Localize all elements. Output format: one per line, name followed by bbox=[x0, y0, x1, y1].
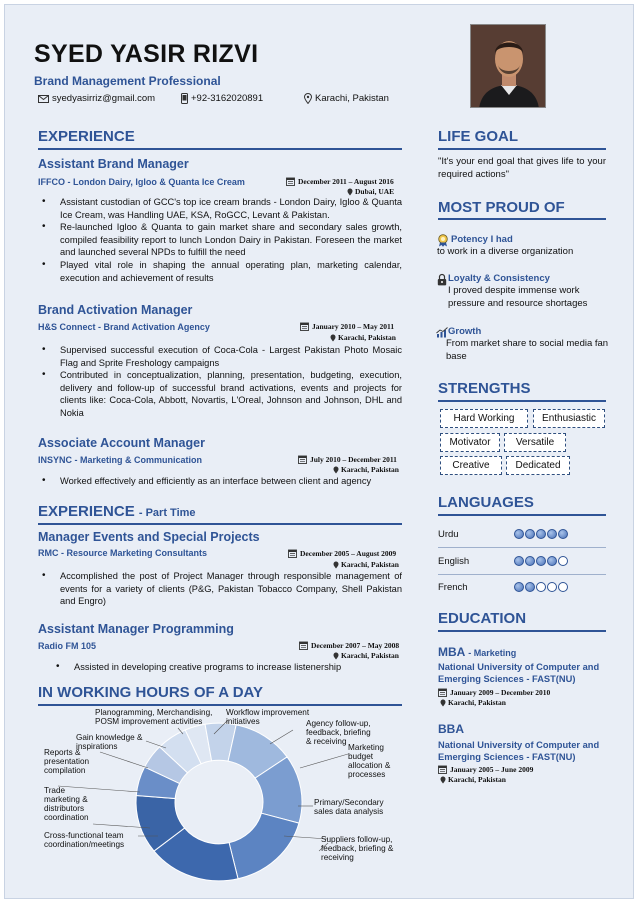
proud-item-title: Growth bbox=[448, 326, 482, 337]
job-bullets bbox=[38, 344, 402, 420]
donut-slices bbox=[136, 723, 302, 881]
strengths-heading: STRENGTHS bbox=[438, 380, 531, 397]
donut-slice bbox=[229, 813, 299, 879]
map-pin-icon bbox=[333, 466, 339, 474]
calendar-icon bbox=[300, 322, 309, 331]
calendar-icon bbox=[288, 549, 297, 558]
label-agency: Agency follow-up, feedback, briefing & receiving bbox=[306, 719, 371, 746]
label-cross-functional: Cross-functional team coordination/meetings bbox=[44, 831, 125, 849]
calendar-icon bbox=[299, 641, 308, 650]
job-title: Assistant Manager Programming bbox=[38, 622, 234, 636]
rating-dot bbox=[514, 582, 524, 592]
calendar-icon bbox=[438, 688, 447, 697]
education-degree: MBA - Marketing bbox=[438, 645, 517, 659]
rating-dot bbox=[558, 556, 568, 566]
job-company: Radio FM 105 bbox=[38, 641, 97, 651]
job-dates: December 2005 – August 2009 bbox=[288, 549, 396, 558]
job-location: Karachi, Pakistan bbox=[330, 333, 396, 342]
language-name: Urdu bbox=[438, 529, 459, 540]
education-location: Karachi, Pakistan bbox=[440, 775, 506, 784]
location-text: Karachi, Pakistan bbox=[315, 93, 389, 104]
list-item: • Supervised successful execution of Coca-Cola - Largest Pakistan Photo Mosaic Flag and Sprite Freshology campaigns bbox=[38, 344, 402, 369]
education-school: National University of Computer and Emerging Sciences - FAST(NU) bbox=[438, 740, 600, 762]
label-marketing-budget: Marketing budget allocation & processes bbox=[348, 743, 391, 779]
languages-rule bbox=[438, 514, 606, 516]
language-divider bbox=[438, 574, 606, 575]
rating-dot bbox=[547, 529, 557, 539]
rating-dot bbox=[525, 582, 535, 592]
leader-line bbox=[270, 730, 293, 744]
leader-line bbox=[300, 754, 348, 768]
life-goal-rule bbox=[438, 148, 606, 150]
job-bullets bbox=[38, 475, 402, 488]
language-name: English bbox=[438, 556, 470, 567]
job-company: IFFCO - London Dairy, Igloo & Quanta Ice Cream bbox=[38, 177, 245, 187]
strength-tag: Motivator bbox=[440, 433, 500, 452]
proud-item-text: From market share to social media fan base bbox=[446, 338, 609, 362]
job-location: Karachi, Pakistan bbox=[333, 560, 399, 569]
proud-item-text: to work in a diverse organization bbox=[437, 246, 574, 257]
label-gain-knowledge: Gain knowledge & inspirations bbox=[76, 733, 143, 751]
languages-heading: LANGUAGES bbox=[438, 494, 534, 511]
language-rating bbox=[514, 582, 568, 592]
job-company: INSYNC - Marketing & Communication bbox=[38, 455, 203, 465]
job-location: Karachi, Pakistan bbox=[333, 651, 399, 660]
life-goal-text: "It's your end goal that gives life to your required actions" bbox=[438, 156, 606, 180]
working-hours-donut-chart bbox=[38, 706, 408, 896]
contact-email[interactable] bbox=[38, 93, 155, 104]
rating-dot bbox=[547, 556, 557, 566]
map-pin-icon bbox=[330, 334, 336, 342]
job-dates: December 2011 – August 2016 bbox=[286, 177, 394, 186]
language-name: French bbox=[438, 582, 468, 593]
education-dates: January 2005 – June 2009 bbox=[438, 765, 533, 774]
job-location: Karachi, Pakistan bbox=[333, 465, 399, 474]
list-item: • Contributed in conceptualization, planning, presentation, budgeting, execution, delivery and follow-up of successful brand activations, events and projects for clients like: Coca-Cola, Abbott, Novartis, L'Oreal, Johnson and Johnson, DHL and Nokia bbox=[38, 369, 402, 419]
envelope-icon bbox=[38, 95, 49, 103]
language-divider bbox=[438, 547, 606, 548]
label-suppliers: Suppliers follow-up, feedback, briefing & receiving bbox=[321, 835, 394, 862]
experience-part-time-heading: EXPERIENCE - Part Time bbox=[38, 503, 196, 520]
label-workflow: Workflow improvement initiatives bbox=[226, 708, 310, 726]
map-pin-icon bbox=[440, 776, 446, 784]
rating-dot bbox=[525, 556, 535, 566]
list-item: • Assisted in developing creative programs to increase listenership bbox=[52, 661, 392, 674]
language-rating bbox=[514, 529, 568, 539]
email-text: syedyasirriz@gmail.com bbox=[52, 93, 156, 104]
language-rating bbox=[514, 556, 568, 566]
rating-dot bbox=[525, 529, 535, 539]
map-pin-icon bbox=[347, 188, 353, 196]
rating-dot bbox=[536, 582, 546, 592]
proud-item-title: Loyalty & Consistency bbox=[448, 273, 550, 284]
calendar-icon bbox=[286, 177, 295, 186]
rating-dot bbox=[514, 556, 524, 566]
experience-heading: EXPERIENCE bbox=[38, 128, 135, 145]
calendar-icon bbox=[438, 765, 447, 774]
education-rule bbox=[438, 630, 606, 632]
life-goal-heading: LIFE GOAL bbox=[438, 128, 518, 145]
working-hours-heading: IN WORKING HOURS OF A DAY bbox=[38, 684, 264, 701]
lock-icon bbox=[437, 273, 447, 291]
contact-location bbox=[304, 93, 389, 104]
rating-dot bbox=[536, 529, 546, 539]
job-bullets bbox=[38, 570, 402, 608]
map-pin-icon bbox=[304, 93, 312, 104]
job-company: RMC - Resource Marketing Consultants bbox=[38, 548, 208, 558]
list-item: • Assistant custodian of GCC's top ice cream brands - London Dairy, Igloo & Quanta Ice Cream, was Handling UAE, KSA, RoGCC, Levant & Pakistan. bbox=[38, 196, 402, 221]
label-trade: Trade marketing & distributors coordination bbox=[44, 786, 89, 822]
label-reports: Reports & presentation compilation bbox=[44, 748, 90, 775]
candidate-name: SYED YASIR RIZVI bbox=[34, 40, 259, 68]
strength-tag: Enthusiastic bbox=[533, 409, 605, 428]
proud-item-title: Potency I had bbox=[451, 234, 513, 245]
job-title: Brand Activation Manager bbox=[38, 303, 193, 317]
job-title: Manager Events and Special Projects bbox=[38, 530, 260, 544]
leader-line bbox=[100, 752, 148, 768]
rating-dot bbox=[547, 582, 557, 592]
map-pin-icon bbox=[333, 561, 339, 569]
contact-phone[interactable] bbox=[181, 93, 263, 104]
map-pin-icon bbox=[440, 699, 446, 707]
rating-dot bbox=[558, 582, 568, 592]
experience-rule bbox=[38, 148, 402, 150]
experience-part-time-rule bbox=[38, 523, 402, 525]
strength-tag: Versatile bbox=[504, 433, 566, 452]
proud-item-text: I proved despite immense work pressure and resource shortages bbox=[448, 285, 588, 309]
most-proud-heading: MOST PROUD OF bbox=[438, 199, 565, 216]
list-item: • Worked effectively and efficiently as an interface between client and agency bbox=[38, 475, 402, 488]
education-degree: BBA bbox=[438, 722, 464, 736]
job-location: Dubai, UAE bbox=[347, 187, 394, 196]
candidate-title: Brand Management Professional bbox=[34, 74, 221, 88]
label-planogramming: Planogramming, Merchandising, POSM improvement activities bbox=[95, 708, 213, 726]
strengths-rule bbox=[438, 400, 606, 402]
job-title: Associate Account Manager bbox=[38, 436, 205, 450]
map-pin-icon bbox=[333, 652, 339, 660]
job-bullets bbox=[52, 661, 392, 674]
job-bullets bbox=[38, 196, 402, 284]
rating-dot bbox=[558, 529, 568, 539]
education-dates: January 2009 – December 2010 bbox=[438, 688, 550, 697]
profile-photo bbox=[470, 24, 546, 108]
job-company: H&S Connect - Brand Activation Agency bbox=[38, 322, 210, 332]
job-dates: July 2010 – December 2011 bbox=[298, 455, 397, 464]
list-item: • Accomplished the post of Project Manager through responsible management of events for a variety of clients (P&G, Pakistan Tobacco Company, Shell Pakistan and Engro) bbox=[38, 570, 402, 608]
leader-line bbox=[58, 786, 140, 792]
education-school: National University of Computer and Emerging Sciences - FAST(NU) bbox=[438, 662, 600, 684]
calendar-icon bbox=[298, 455, 307, 464]
education-location: Karachi, Pakistan bbox=[440, 698, 506, 707]
job-title: Assistant Brand Manager bbox=[38, 157, 189, 171]
list-item: • Played vital role in shaping the annual operating plan, marketing calendar, execution and achievement of results bbox=[38, 259, 402, 284]
job-dates: December 2007 – May 2008 bbox=[299, 641, 399, 650]
phone-text: +92-3162020891 bbox=[191, 93, 264, 104]
rating-dot bbox=[514, 529, 524, 539]
education-heading: EDUCATION bbox=[438, 610, 527, 627]
strength-tag: Hard Working bbox=[440, 409, 528, 428]
strength-tag: Creative bbox=[440, 456, 502, 475]
phone-icon bbox=[181, 93, 188, 104]
strength-tag: Dedicated bbox=[506, 456, 570, 475]
job-dates: January 2010 – May 2011 bbox=[300, 322, 394, 331]
rating-dot bbox=[536, 556, 546, 566]
label-primary-secondary: Primary/Secondary sales data analysis bbox=[314, 798, 384, 816]
list-item: • Re-launched Igloo & Quanta to gain market share and secondary sales growth, compiled feasibility report to lunch London Dairy in Pakistan. Foreseen the market and launched several NPDs to fulfill the need bbox=[38, 221, 402, 259]
most-proud-rule bbox=[438, 218, 606, 220]
